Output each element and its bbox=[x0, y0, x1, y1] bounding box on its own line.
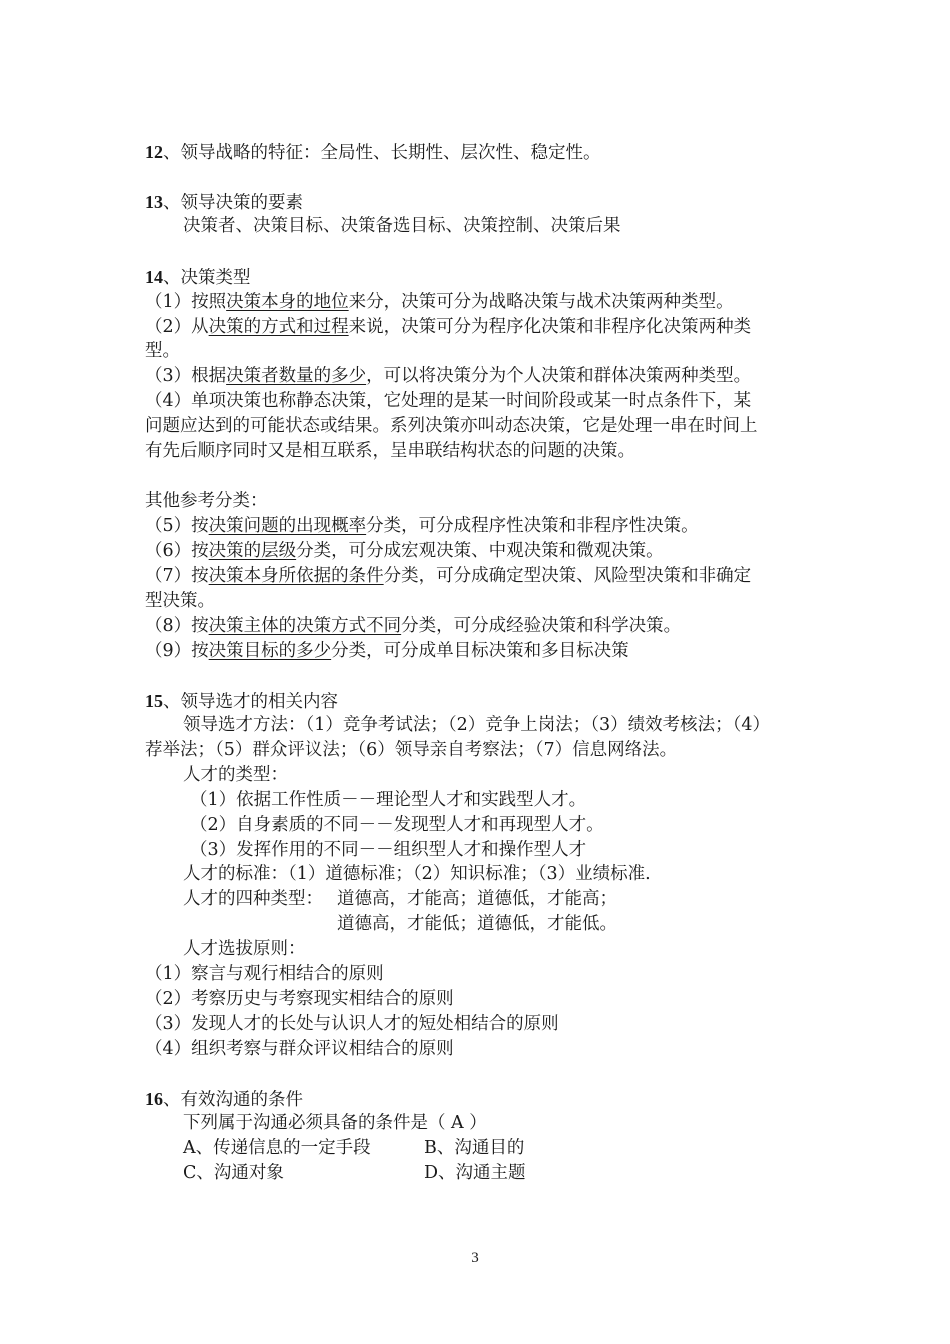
paragraph-line: （4）单项决策也称静态决策，它处理的是某一时间阶段或某一时点条件下，某 bbox=[145, 391, 752, 411]
section-number: 16 bbox=[145, 1089, 163, 1109]
item-text: 分类，可分成程序性决策和非程序性决策。 bbox=[366, 516, 699, 536]
section-number: 15 bbox=[145, 691, 163, 711]
list-item-continuation: 型决策。 bbox=[145, 591, 215, 611]
principles-title: 人才选拔原则： bbox=[183, 939, 306, 959]
selection-methods-line: 荐举法；（5）群众评议法；（6）领导亲自考察法；（7）信息网络法。 bbox=[145, 740, 678, 760]
four-types-line: 道德高，才能高；道德低，才能高； bbox=[337, 889, 617, 909]
section-text: 、领导战略的特征：全局性、长期性、层次性、稳定性。 bbox=[163, 143, 601, 163]
item-text: 分类，可分成确定型决策、风险型决策和非确定 bbox=[383, 566, 752, 586]
talent-types-title: 人才的类型： bbox=[183, 765, 288, 785]
list-item bbox=[145, 614, 681, 638]
underlined-term: 决策目标的多少 bbox=[208, 641, 332, 661]
talent-type-item: （2）自身素质的不同－－发现型人才和再现型人才。 bbox=[190, 815, 604, 835]
section-16-heading bbox=[145, 1087, 303, 1112]
principle-item: （4）组织考察与群众评议相结合的原则 bbox=[145, 1039, 454, 1059]
option-b: B、沟通目的 bbox=[424, 1138, 525, 1158]
underlined-term: 决策本身的地位 bbox=[226, 292, 349, 312]
page-number: 3 bbox=[471, 1250, 479, 1266]
section-title: 、决策类型 bbox=[163, 268, 251, 288]
principle-item: （2）考察历史与考察现实相结合的原则 bbox=[145, 989, 454, 1009]
selection-methods-line: 领导选才方法：（1）竞争考试法；（2）竞争上岗法；（3）绩效考核法；（4） bbox=[183, 715, 771, 735]
talent-type-item: （3）发挥作用的不同－－组织型人才和操作型人才 bbox=[190, 840, 587, 860]
option-c: C、沟通对象 bbox=[183, 1163, 284, 1183]
underlined-term: 决策主体的决策方式不同 bbox=[208, 616, 402, 636]
list-item bbox=[145, 514, 699, 538]
section-title: 、有效沟通的条件 bbox=[163, 1090, 303, 1110]
item-text: 分类，可分成单目标决策和多目标决策 bbox=[331, 641, 629, 661]
item-prefix: （3）根据 bbox=[145, 366, 227, 386]
talent-type-item: （1）依据工作性质－－理论型人才和实践型人才。 bbox=[190, 790, 587, 810]
four-types-label: 人才的四种类型： bbox=[183, 889, 323, 909]
item-prefix: （8）按 bbox=[145, 616, 209, 636]
section-14-heading bbox=[145, 265, 251, 290]
item-prefix: （7）按 bbox=[145, 566, 209, 586]
section-number: 12 bbox=[145, 142, 163, 162]
option-a: A、传递信息的一定手段 bbox=[183, 1138, 371, 1158]
item-text: 分类，可分成经验决策和科学决策。 bbox=[401, 616, 682, 636]
item-prefix: （6）按 bbox=[145, 541, 209, 561]
list-item bbox=[145, 364, 751, 388]
item-text: 来分，决策可分为战略决策与战术决策两种类型。 bbox=[348, 292, 734, 312]
item-prefix: （1）按照 bbox=[145, 292, 227, 312]
item-text: 来说，决策可分为程序化决策和非程序化决策两种类 bbox=[348, 317, 752, 337]
section-title: 、领导选才的相关内容 bbox=[163, 692, 338, 712]
section-15-heading bbox=[145, 689, 338, 714]
section-number: 14 bbox=[145, 267, 163, 287]
section-12-heading bbox=[145, 140, 601, 165]
underlined-term: 决策者数量的多少 bbox=[226, 366, 367, 386]
underlined-term: 决策本身所依据的条件 bbox=[208, 566, 384, 586]
list-item bbox=[145, 290, 734, 314]
list-item-continuation: 型。 bbox=[145, 341, 180, 361]
item-prefix: （2）从 bbox=[145, 317, 209, 337]
talent-standards: 人才的标准：（1）道德标准；（2）知识标准；（3）业绩标准. bbox=[183, 864, 651, 884]
principle-item: （3）发现人才的长处与认识人才的短处相结合的原则 bbox=[145, 1014, 559, 1034]
list-item bbox=[145, 315, 751, 339]
question-text: 下列属于沟通必须具备的条件是（ A ） bbox=[183, 1113, 487, 1133]
underlined-term: 决策的层级 bbox=[208, 541, 297, 561]
item-text: 分类，可分成宏观决策、中观决策和微观决策。 bbox=[296, 541, 664, 561]
section-title: 、领导决策的要素 bbox=[163, 193, 303, 213]
decision-elements-list: 决策者、决策目标、决策备选目标、决策控制、决策后果 bbox=[183, 216, 621, 236]
list-item bbox=[145, 539, 664, 563]
list-item bbox=[145, 564, 751, 588]
item-prefix: （5）按 bbox=[145, 516, 209, 536]
section-13-heading bbox=[145, 190, 303, 215]
paragraph-line: 有先后顺序同时又是相互联系，呈串联结构状态的问题的决策。 bbox=[145, 441, 635, 461]
option-d: D、沟通主题 bbox=[424, 1163, 526, 1183]
underlined-term: 决策的方式和过程 bbox=[208, 317, 349, 337]
underlined-term: 决策问题的出现概率 bbox=[208, 516, 367, 536]
list-item bbox=[145, 639, 629, 663]
other-classification-title: 其他参考分类： bbox=[145, 491, 268, 511]
paragraph-line: 问题应达到的可能状态或结果。系列决策亦叫动态决策，它是处理一串在时间上 bbox=[145, 416, 758, 436]
four-types-line: 道德高，才能低；道德低，才能低。 bbox=[337, 914, 617, 934]
section-number: 13 bbox=[145, 192, 163, 212]
item-prefix: （9）按 bbox=[145, 641, 209, 661]
principle-item: （1）察言与观行相结合的原则 bbox=[145, 964, 384, 984]
item-text: ，可以将决策分为个人决策和群体决策两种类型。 bbox=[366, 366, 752, 386]
